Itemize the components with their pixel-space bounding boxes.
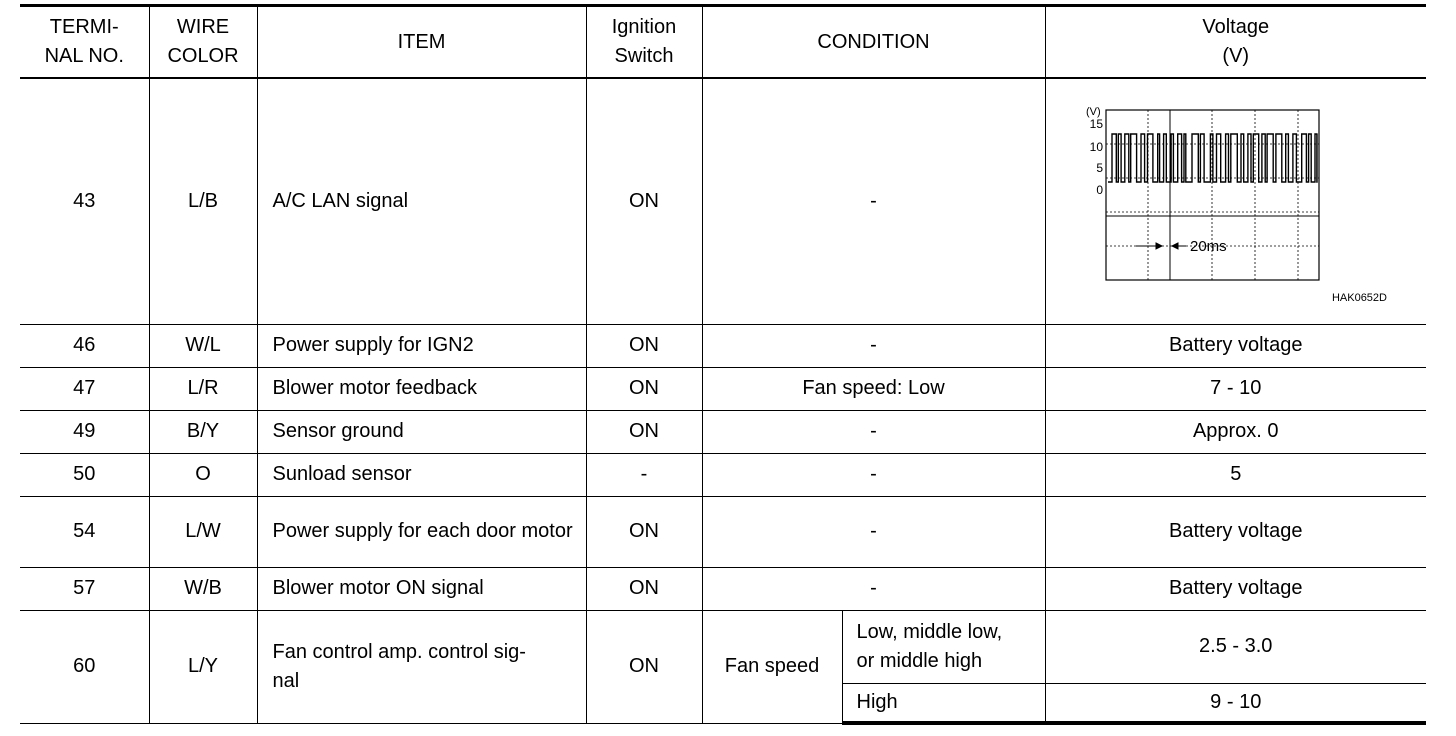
- terminal-no: 49: [20, 410, 149, 453]
- voltage: Battery voltage: [1045, 567, 1426, 610]
- wire-color: L/R: [149, 367, 257, 410]
- header-voltage: Voltage (V): [1045, 6, 1426, 79]
- terminal-no: 57: [20, 567, 149, 610]
- ignition-switch: -: [586, 453, 702, 496]
- wire-color: L/Y: [149, 610, 257, 723]
- condition: -: [702, 410, 1045, 453]
- item-description: Power supply for IGN2: [257, 324, 586, 367]
- table-row-60: [20, 610, 1426, 683]
- timebase-marker: [1136, 243, 1186, 249]
- wire-color: W/L: [149, 324, 257, 367]
- ignition-switch: ON: [586, 324, 702, 367]
- scope-tick-15: 15: [1089, 117, 1103, 132]
- item-text: Fan control amp. control sig- nal: [272, 640, 526, 692]
- ignition-switch: ON: [586, 567, 702, 610]
- terminal-no: 47: [20, 367, 149, 410]
- wire-color: L/W: [149, 496, 257, 567]
- terminal-no: 43: [20, 78, 149, 324]
- condition: -: [702, 496, 1045, 567]
- voltage: Battery voltage: [1045, 496, 1426, 567]
- ignition-switch: ON: [586, 367, 702, 410]
- terminal-no: 54: [20, 496, 149, 567]
- voltage-waveform-cell: [1045, 78, 1426, 324]
- item-description: Power supply for each door motor: [257, 496, 586, 567]
- header-row: [20, 6, 1426, 79]
- condition: Fan speed: [702, 610, 842, 723]
- sub-condition: [842, 610, 1045, 683]
- timebase-label: 20ms: [1189, 238, 1227, 256]
- item-description: [257, 610, 586, 723]
- waveform-trace: [1108, 134, 1317, 182]
- wire-color: L/B: [149, 78, 257, 324]
- figure-id: HAK0652D: [1331, 292, 1387, 305]
- ignition-switch: ON: [586, 610, 702, 723]
- waveform-svg: [1056, 96, 1416, 306]
- wire-color: O: [149, 453, 257, 496]
- terminal-table-container: [20, 4, 1426, 725]
- header-item: ITEM: [257, 6, 586, 79]
- terminal-no: 60: [20, 610, 149, 723]
- terminal-no: 50: [20, 453, 149, 496]
- table-row-57: [20, 567, 1426, 610]
- ignition-switch: ON: [586, 410, 702, 453]
- item-description: Sensor ground: [257, 410, 586, 453]
- sub-condition: High: [842, 683, 1045, 723]
- condition: Fan speed: Low: [702, 367, 1045, 410]
- scope-tick-0: 0: [1096, 183, 1103, 198]
- header-ignition-switch: Ignition Switch: [586, 6, 702, 79]
- voltage: Approx. 0: [1045, 410, 1426, 453]
- condition: -: [702, 453, 1045, 496]
- terminal-reference-table: [20, 4, 1426, 725]
- condition: -: [702, 324, 1045, 367]
- wire-color: B/Y: [149, 410, 257, 453]
- voltage: Battery voltage: [1045, 324, 1426, 367]
- terminal-no: 46: [20, 324, 149, 367]
- ignition-switch: ON: [586, 496, 702, 567]
- table-row-43: [20, 78, 1426, 324]
- table-row-54: [20, 496, 1426, 567]
- wire-color: W/B: [149, 567, 257, 610]
- item-description: A/C LAN signal: [257, 78, 586, 324]
- header-terminal-no: TERMI- NAL NO.: [20, 6, 149, 79]
- item-description: Sunload sensor: [257, 453, 586, 496]
- scope-tick-5: 5: [1096, 161, 1103, 176]
- scope-unit: (V): [1085, 106, 1101, 119]
- item-description: Blower motor feedback: [257, 367, 586, 410]
- voltage: 2.5 - 3.0: [1045, 610, 1426, 683]
- condition: -: [702, 567, 1045, 610]
- item-description: Blower motor ON signal: [257, 567, 586, 610]
- sub-condition-text: Low, middle low, or middle high: [856, 620, 1003, 672]
- scope-tick-10: 10: [1089, 140, 1103, 155]
- table-row-49: [20, 410, 1426, 453]
- header-wire-color: WIRE COLOR: [149, 6, 257, 79]
- condition: -: [702, 78, 1045, 324]
- oscilloscope-waveform: [1056, 96, 1416, 306]
- header-condition: CONDITION: [702, 6, 1045, 79]
- voltage: 9 - 10: [1045, 683, 1426, 723]
- table-row-47: [20, 367, 1426, 410]
- voltage: 5: [1045, 453, 1426, 496]
- ignition-switch: ON: [586, 78, 702, 324]
- table-row-46: [20, 324, 1426, 367]
- table-row-50: [20, 453, 1426, 496]
- voltage: 7 - 10: [1045, 367, 1426, 410]
